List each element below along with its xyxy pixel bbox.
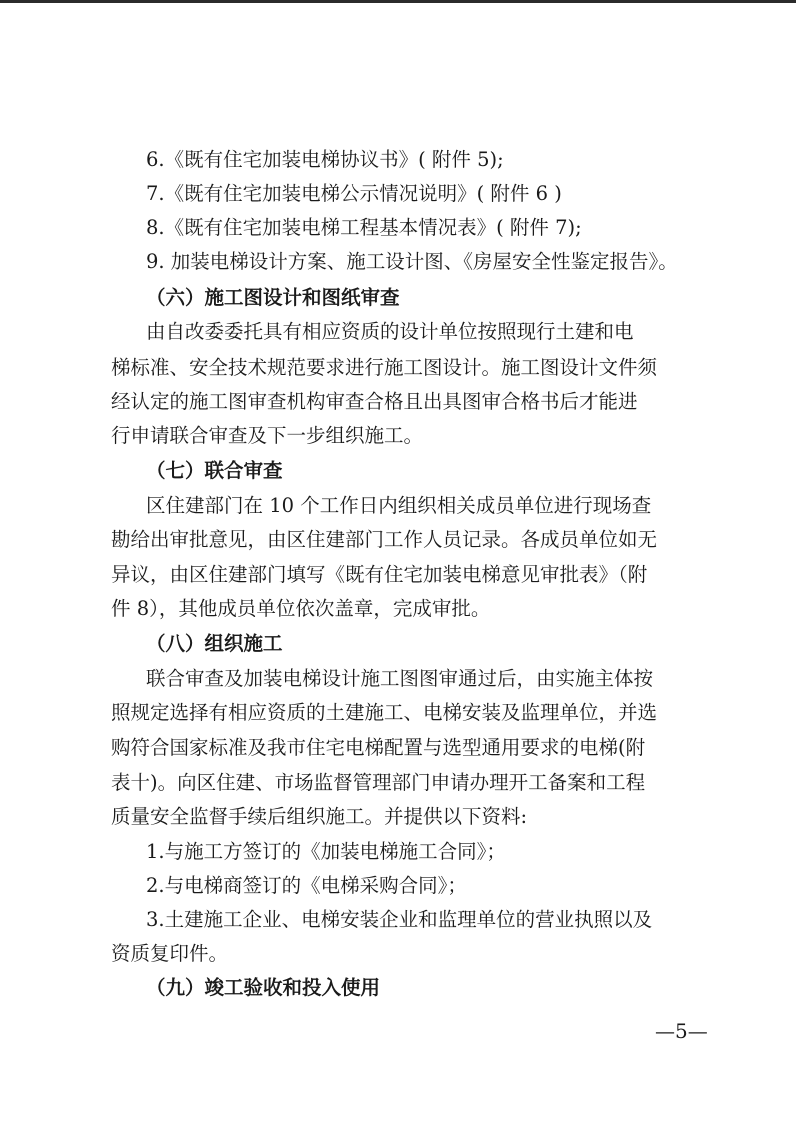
list-item-attachment-5: 6.《既有住宅加装电梯协议书》( 附件 5); bbox=[146, 148, 504, 171]
scan-top-edge bbox=[0, 0, 796, 3]
section-heading-6: （六）施工图设计和图纸审查 bbox=[146, 286, 400, 309]
list-item-attachment-6: 7.《既有住宅加装电梯公示情况说明》( 附件 6 ) bbox=[146, 182, 562, 205]
paragraph-line: 行申请联合审查及下一步组织施工。 bbox=[111, 424, 424, 447]
section-heading-7: （七）联合审查 bbox=[146, 459, 283, 482]
doc-list-item-business-licenses: 3.土建施工企业、电梯安装企业和监理单位的营业执照以及 bbox=[146, 908, 653, 931]
section-heading-9: （九）竣工验收和投入使用 bbox=[146, 976, 381, 999]
paragraph-line: 梯标准、安全技术规范要求进行施工图设计。施工图设计文件须 bbox=[111, 356, 658, 379]
paragraph-line: 由自改委委托具有相应资质的设计单位按照现行土建和电 bbox=[146, 320, 634, 343]
section-heading-8: （八）组织施工 bbox=[146, 632, 283, 655]
paragraph-line: 经认定的施工图审查机构审查合格且出具图审合格书后才能进 bbox=[111, 390, 638, 413]
paragraph-line: 联合审查及加装电梯设计施工图图审通过后，由实施主体按 bbox=[146, 667, 654, 690]
paragraph-line: 区住建部门在 10 个工作日内组织相关成员单位进行现场查 bbox=[146, 494, 652, 517]
doc-list-item-construction-contract: 1.与施工方签订的《加装电梯施工合同》； bbox=[146, 840, 506, 863]
paragraph-line: 资质复印件。 bbox=[111, 942, 229, 965]
paragraph-line: 异议，由区住建部门填写《既有住宅加装电梯意见审批表》（附 bbox=[111, 563, 648, 586]
doc-list-item-elevator-purchase-contract: 2.与电梯商签订的《电梯采购合同》； bbox=[146, 874, 467, 897]
paragraph-line: 照规定选择有相应资质的土建施工、电梯安装及监理单位，并选 bbox=[111, 701, 658, 724]
paragraph-line: 勘给出审批意见，由区住建部门工作人员记录。各成员单位如无 bbox=[111, 528, 658, 551]
paragraph-line: 购符合国家标准及我市住宅电梯配置与选型通用要求的电梯(附 bbox=[111, 736, 646, 759]
list-item-design-docs: 9. 加装电梯设计方案、施工设计图、《房屋安全性鉴定报告》。 bbox=[146, 250, 678, 273]
paragraph-line: 表十)。向区住建、市场监督管理部门申请办理开工备案和工程 bbox=[111, 771, 646, 794]
paragraph-line: 件 8），其他成员单位依次盖章，完成审批。 bbox=[111, 597, 491, 620]
list-item-attachment-7: 8.《既有住宅加装电梯工程基本情况表》( 附件 7); bbox=[146, 216, 582, 239]
paragraph-line: 质量安全监督手续后组织施工。并提供以下资料: bbox=[111, 805, 528, 828]
page-number: —5— bbox=[655, 1019, 708, 1043]
